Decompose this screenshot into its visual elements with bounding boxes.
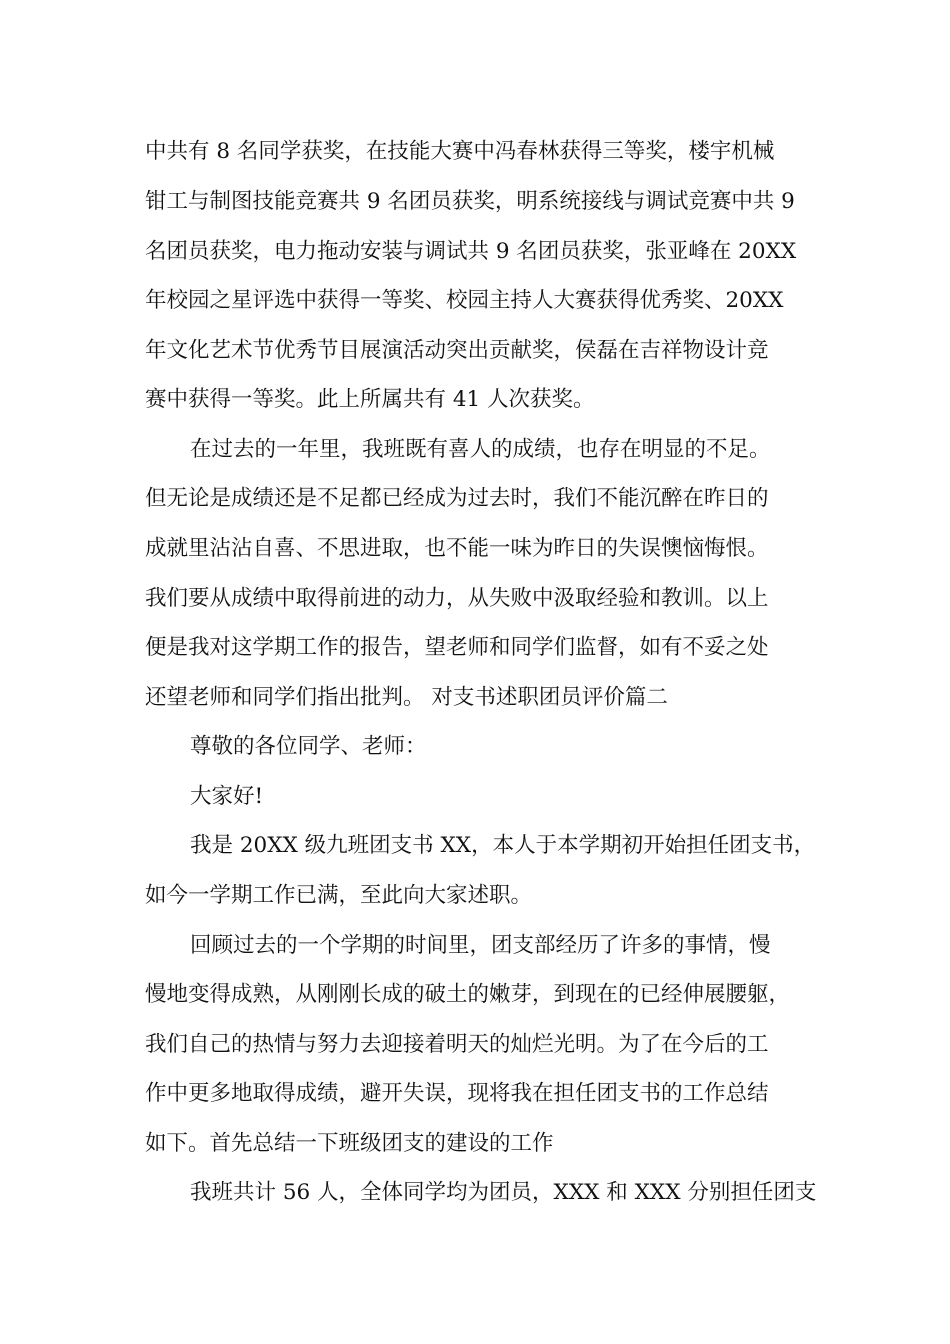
text-line: 但无论是成绩还是不足都已经成为过去时，我们不能沉醉在昨日的	[145, 486, 769, 511]
text-line: 钳工与制图技能竞赛共 9 名团员获奖，明系统接线与调试竞赛中共 9	[145, 189, 795, 214]
text-line: 成就里沾沾自喜、不思进取，也不能一味为昨日的失误懊恼悔恨。	[145, 536, 769, 561]
text-line: 我们要从成绩中取得前进的动力，从失败中汲取经验和教训。以上	[145, 586, 769, 611]
paragraph-first-line: 回顾过去的一个学期的时间里，团支部经历了许多的事情，慢	[190, 933, 771, 958]
text-line: 慢地变得成熟，从刚刚长成的破土的嫩芽，到现在的已经伸展腰躯，	[145, 982, 791, 1007]
paragraph-first-line: 在过去的一年里，我班既有喜人的成绩，也存在明显的不足。	[190, 437, 771, 462]
text-line: 作中更多地取得成绩，避开失误，现将我在担任团支书的工作总结	[145, 1081, 769, 1106]
text-line: 还望老师和同学们指出批判。 对支书述职团员评价篇二	[145, 685, 668, 710]
greeting: 大家好!	[190, 784, 264, 809]
text-line: 如今一学期工作已满，至此向大家述职。	[145, 883, 533, 908]
text-line: 我们自己的热情与努力去迎接着明天的灿烂光明。为了在今后的工	[145, 1032, 769, 1057]
text-line: 赛中获得一等奖。此上所属共有 41 人次获奖。	[145, 387, 595, 412]
text-line: 年校园之星评选中获得一等奖、校园主持人大赛获得优秀奖、20XX	[145, 288, 784, 313]
paragraph-first-line: 我班共计 56 人，全体同学均为团员，XXX 和 XXX 分别担任团支	[190, 1180, 817, 1205]
text-line: 年文化艺术节优秀节目展演活动突出贡献奖，侯磊在吉祥物设计竞	[145, 338, 769, 363]
text-line: 中共有 8 名同学获奖，在技能大赛中冯春林获得三等奖，楼宇机械	[145, 139, 775, 164]
paragraph-first-line: 我是 20XX 级九班团支书 XX，本人于本学期初开始担任团支书，	[190, 833, 816, 858]
text-line: 名团员获奖，电力拖动安装与调试共 9 名团员获奖，张亚峰在 20XX	[145, 239, 797, 264]
text-line: 便是我对这学期工作的报告，望老师和同学们监督，如有不妥之处	[145, 635, 769, 660]
text-line: 如下。首先总结一下班级团支的建设的工作	[145, 1131, 554, 1156]
salutation: 尊敬的各位同学、老师：	[190, 734, 427, 759]
